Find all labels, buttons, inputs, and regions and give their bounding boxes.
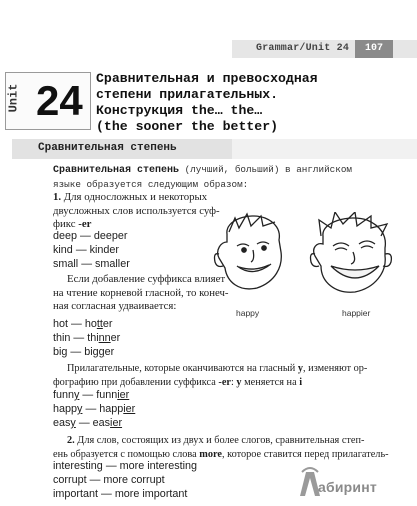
example-base: small: [53, 258, 79, 270]
example-row: [53, 318, 112, 332]
example-dash: —: [80, 230, 91, 242]
rule1-line: Для односложных и некоторых: [61, 191, 208, 203]
example-comp-end: er: [110, 332, 121, 344]
title-line: Сравнительная и превосходная: [96, 71, 318, 86]
example-comp: thi: [87, 332, 99, 344]
intro-rest: (лучший, больший) в английском: [179, 164, 352, 175]
y-rule-text: :: [230, 376, 237, 388]
example-comp-underlined: nn: [98, 332, 111, 344]
example-dash: —: [82, 389, 94, 401]
y-rule-suffix: -er: [218, 376, 231, 388]
example-base: interesting: [53, 460, 103, 472]
example-comp: kinder: [89, 244, 120, 256]
example-comp: smaller: [95, 258, 130, 270]
example-dash: —: [73, 332, 85, 344]
example-row: [53, 332, 120, 346]
example-comp-underlined: ier: [117, 389, 130, 401]
y-rule-text: фографию при добавлении суффикса: [53, 376, 219, 388]
unit-label: Unit: [6, 83, 21, 113]
example-dash: —: [89, 474, 101, 486]
example-base: eas: [53, 417, 71, 429]
example-base-underlined: y: [70, 417, 76, 429]
y-rule-text: меняется на: [241, 376, 300, 388]
example-comp: more interesting: [119, 460, 198, 472]
example-base: kind: [53, 244, 73, 256]
rule2-text: , которое ставится перед прилагатель-: [221, 448, 389, 460]
rule1-line: двусложных слов используется суф-: [53, 204, 220, 217]
example-base-underlined: y: [77, 403, 83, 415]
example-row: [53, 389, 129, 403]
example-row: [53, 403, 135, 417]
rule1-paragraph: [53, 191, 220, 232]
y-rule-text: Прилагательные, которые оканчиваются на гласный: [67, 363, 298, 374]
y-rule-letter: y: [297, 363, 304, 374]
intro-line2: языке образуется следующим образом:: [53, 178, 249, 190]
rule2-text: Для слов, состоящих из двух и более слогов, сравнительная степ-: [74, 435, 365, 446]
rule1-suffix: -er: [78, 218, 92, 230]
rule2-paragraph: [53, 434, 389, 461]
double-rule-line: Если добавление суффикса влияет: [67, 273, 226, 285]
rule1-number: 1.: [53, 191, 62, 203]
y-rule-text: , изменяют ор-: [303, 363, 368, 374]
example-comp: ho: [84, 318, 97, 330]
example-dash: —: [70, 346, 82, 358]
rule2-number: 2.: [67, 435, 75, 446]
example-comp: deeper: [93, 230, 128, 242]
unit-badge: [5, 72, 91, 130]
intro-paragraph: [53, 163, 393, 191]
example-comp-underlined: tt: [96, 318, 103, 330]
title-line: Конструкция the… the…: [96, 103, 263, 118]
caption-happy: happy: [236, 308, 260, 318]
example-comp-end: er: [102, 318, 113, 330]
example-dash: —: [78, 417, 90, 429]
caption-happier: happier: [342, 308, 371, 318]
title-line: степени прилагательных.: [96, 87, 279, 102]
example-dash: —: [101, 488, 112, 500]
example-base: deep: [53, 230, 78, 242]
section-title: Сравнительная степень: [38, 142, 177, 154]
y-rule-letter: i: [299, 376, 303, 388]
example-base: corrupt: [53, 474, 87, 486]
example-comp-underlined: ier: [123, 403, 136, 415]
intro-lead: Сравнительная степень: [53, 165, 180, 176]
y-rule-paragraph: [53, 362, 367, 389]
example-base: hot: [53, 318, 69, 330]
unit-number: 24: [36, 77, 83, 124]
section-shade: [232, 139, 417, 159]
rule2-text: ень образуется с помощью слова: [53, 448, 200, 460]
example-comp: bi: [84, 346, 93, 358]
double-rule-line: ная согласная удваивается:: [53, 300, 177, 312]
example-comp-end: er: [104, 346, 115, 358]
labirint-logo-text: абиринт: [318, 479, 377, 495]
example-base: big: [53, 346, 68, 358]
example-row: [53, 346, 114, 360]
rule2-more: more: [199, 448, 222, 460]
y-rule-letter: y: [236, 376, 242, 388]
example-comp: more corrupt: [103, 474, 165, 486]
example-comp-underlined: ier: [110, 417, 123, 429]
example-comp: funn: [96, 389, 118, 401]
example-comp: more important: [114, 488, 188, 500]
example-row: [53, 258, 130, 272]
double-rule-paragraph: [53, 273, 229, 314]
example-base: funn: [53, 389, 75, 401]
faces-illustration: [209, 212, 414, 302]
example-row: [53, 417, 122, 431]
example-comp: eas: [92, 417, 111, 429]
title-line: (the sooner the better): [96, 119, 279, 134]
rule1-suffix-prefix: фикс: [53, 218, 79, 230]
example-dash: —: [75, 244, 87, 256]
example-comp: happ: [99, 403, 124, 415]
example-base-underlined: y: [74, 389, 80, 401]
example-dash: —: [81, 258, 92, 270]
example-comp-underlined: gg: [92, 346, 105, 358]
example-row: [53, 244, 119, 258]
running-header: Grammar/Unit 24: [256, 43, 350, 54]
example-dash: —: [85, 403, 97, 415]
double-rule-line: на чтение корневой гласной, то конеч-: [53, 286, 229, 299]
example-row: [53, 474, 165, 488]
example-row: [53, 488, 187, 502]
example-dash: —: [105, 460, 117, 472]
example-base: important: [53, 488, 99, 500]
unit-title: [96, 71, 414, 135]
example-row: [53, 460, 197, 474]
example-dash: —: [71, 318, 82, 330]
page-number: 107: [355, 40, 393, 58]
example-base: thin: [53, 332, 71, 344]
happier-face-illustration: [311, 212, 392, 292]
example-base: happ: [53, 403, 78, 415]
example-row: [53, 230, 127, 244]
